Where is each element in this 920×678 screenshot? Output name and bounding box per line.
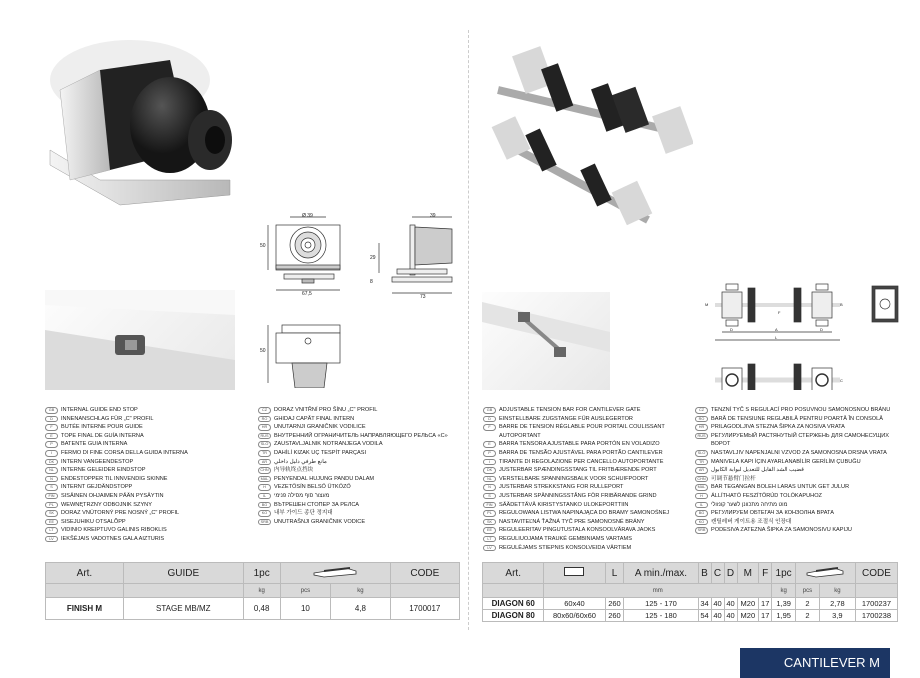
language-code-badge: IL (258, 493, 271, 500)
language-text: 캔틸레버 게이트용 조절식 인장대 (711, 518, 792, 525)
col-m: M (737, 563, 759, 584)
cell: 17 (759, 610, 772, 622)
language-code-badge: BG (695, 510, 708, 517)
language-text: INTERNAL GUIDE END STOP (61, 407, 138, 413)
language-item (258, 475, 448, 484)
unit-mm: mm (544, 584, 772, 598)
language-text: PENYENDAL HUJUNG PANDU DALAM (274, 475, 375, 482)
language-text: BARRA DE TENSÃO AJUSTÁVEL PARA PORTÃO CANTILEVER (499, 449, 663, 456)
cell: 3,9 (819, 610, 855, 622)
language-code-badge: N (483, 484, 496, 491)
language-code-badge: RO (695, 416, 708, 423)
cell: DIAGON 80 (483, 610, 544, 622)
language-item (45, 449, 188, 458)
language-code-badge: GB (483, 407, 496, 414)
cell: 1700017 (390, 598, 459, 620)
finish-m-table (45, 562, 460, 620)
language-code-badge: DK (45, 459, 58, 466)
unit-kg: kg (819, 584, 855, 598)
language-code-badge: CZ (258, 407, 271, 414)
cell: 34 (698, 598, 711, 610)
language-text: ÁLLÍTHATÓ FESZÍTŐRÚD TOLÓKAPUHOZ (711, 492, 822, 499)
language-text: מוט מתיחה מתכוונן לשער קונזולי (711, 501, 788, 508)
language-text: ADJUSTABLE TENSION BAR FOR CANTILEVER GATE (499, 407, 641, 413)
language-code-badge: CHN (695, 476, 708, 483)
language-item (45, 518, 188, 527)
language-item (45, 475, 188, 484)
language-code-badge: IL (695, 502, 708, 509)
language-code-badge: E (483, 441, 496, 448)
language-text: DORAZ VNÚTORNÝ PRE NOSNÝ „C" PROFIL (61, 510, 180, 517)
language-code-badge: BG (258, 502, 271, 509)
col-code: CODE (390, 563, 459, 584)
cell: 2 (796, 598, 820, 610)
cell: 0,48 (243, 598, 280, 620)
language-item (695, 466, 890, 475)
language-text-continued: ВОРОТ (711, 441, 731, 448)
language-text: TENZNÍ TYČ S REGULACÍ PRO POSUVNOU SAMONOSNOU BRÁNU (711, 407, 891, 413)
language-item (258, 518, 448, 527)
col-1pc: 1pc (243, 563, 280, 584)
language-code-badge: PL (45, 502, 58, 509)
language-item (483, 458, 669, 467)
col-d: D (724, 563, 737, 584)
language-text: BUTÉE INTERNE POUR GUIDE (61, 424, 143, 431)
language-text: INTERN VANGEENDESTOP (61, 458, 134, 465)
unit-kg: kg (243, 584, 280, 598)
col-art: Art. (483, 563, 544, 584)
dim-c: C (840, 378, 843, 383)
language-item (258, 432, 448, 441)
language-item (45, 492, 188, 501)
language-code-badge: SRB (258, 519, 271, 526)
language-code-badge: RUS (695, 433, 708, 440)
language-item (45, 423, 188, 432)
col-guide: GUIDE (123, 563, 243, 584)
cell: 125 - 170 (624, 598, 698, 610)
language-text: SISÄINEN OHJAIMEN PÄÄN PYSÄYTIN (61, 492, 164, 499)
language-code-badge: RO (258, 416, 271, 423)
cell: M20 (737, 610, 759, 622)
language-item (483, 526, 669, 535)
cell: 54 (698, 610, 711, 622)
language-text: TIRANTE DI REGOLAZIONE PER CANCELLO AUTOPORTANTE (499, 458, 664, 465)
language-item (45, 406, 188, 415)
language-item (258, 492, 448, 501)
language-text-continued: AUTOPORTANT (499, 432, 541, 439)
language-code-badge: D (45, 416, 58, 423)
language-text: SÄÄDETTÄVÄ KIRISTYSTANKO ULOKEPORTTIIN (499, 501, 629, 508)
language-text: UNUTARNJI GRANIČNIK VODILICE (274, 424, 366, 431)
cell: 1,39 (772, 598, 796, 610)
cell: 60x40 (544, 598, 605, 610)
dim-b: B (840, 302, 843, 307)
language-item (45, 501, 188, 510)
language-item (258, 509, 448, 518)
language-item (258, 501, 448, 510)
cell: 40 (711, 598, 724, 610)
cell: 2,78 (819, 598, 855, 610)
language-item (695, 501, 890, 510)
language-text: REGULĒJAMS STIEPNIS KONSOLVEIDA VĀRTIEM (499, 544, 632, 551)
language-text: ENDESTOPPER TIL INNVENDIG SKINNE (61, 475, 168, 482)
language-text: INTERNE GELEIDER EINDSTOP (61, 467, 146, 474)
dim-d-right: D (820, 327, 823, 332)
language-item (483, 449, 669, 458)
language-code-badge: CZ (695, 407, 708, 414)
language-code-badge: SK (45, 510, 58, 517)
language-text: ВНУТРЕННИЙ ОГРАНИЧИТЕЛЬ НАПРАВЛЯЮЩЕГО РЕЛЬСА «С» (274, 432, 448, 439)
language-item (695, 518, 890, 527)
language-text: VEZETŐSÍN BELSŐ ÜTKÖZŐ (274, 484, 351, 491)
language-text: PRILAGODLJIVA STEZNA ŠIPKA ZA NOSIVA VRATA (711, 424, 845, 431)
col-c: C (711, 563, 724, 584)
cell: 1,95 (772, 610, 796, 622)
section-label-band: CANTILEVER M (740, 648, 890, 678)
package-icon (796, 563, 856, 584)
language-item (483, 423, 669, 432)
language-item (695, 526, 890, 535)
cell: 17 (759, 598, 772, 610)
language-text: РЕГУЛИРУЕМ ОБТЕГАЧ ЗА КОНЗОЛНА ВРАТА (711, 510, 834, 517)
language-code-badge: RUS (258, 433, 271, 440)
language-code-badge: NL (45, 467, 58, 474)
language-code-badge: F (45, 424, 58, 431)
language-item (483, 492, 669, 501)
language-code-badge: I (483, 459, 496, 466)
table-row (483, 610, 898, 622)
language-text: WEWNĘTRZNY ODBOJNIK SZYNY (61, 501, 152, 508)
cell: FINISH M (46, 598, 124, 620)
language-code-badge: I (45, 450, 58, 457)
language-code-badge: PL (483, 510, 496, 517)
language-code-badge: LV (45, 536, 58, 543)
dim-l: L (775, 335, 778, 340)
language-code-badge: GB (45, 407, 58, 414)
col-profile-icon (544, 563, 605, 584)
language-text: מעצור סוף מסילה פנימי (274, 492, 330, 499)
language-text: JUSTERBAR SPÆNDINGSSTANG TIL FRITBÆRENDE PORT (499, 467, 657, 474)
language-item (45, 466, 188, 475)
dim-m: M (705, 302, 709, 307)
language-item (695, 415, 890, 424)
language-item (695, 432, 890, 441)
language-text: NASTAVLJIV NAPENJALNI VZVOD ZA SAMONOSNA DRSNA VRATA (711, 449, 887, 456)
col-b: B (698, 563, 711, 584)
language-text: JUSTERBAR SPÄNNINGSSTÅNG FÖR FRIBÄRANDE GRIND (499, 492, 657, 499)
cell: 80x60/60x60 (544, 610, 605, 622)
dim-offset: 29 (370, 255, 376, 261)
cell: 2 (796, 610, 820, 622)
language-item (483, 483, 669, 492)
language-list-right-2 (695, 406, 890, 535)
language-code-badge: S (483, 493, 496, 500)
dim-height: 50 (260, 243, 266, 249)
dim-thickness: 8 (370, 279, 373, 285)
cell: M20 (737, 598, 759, 610)
language-code-badge: SRB (695, 527, 708, 534)
language-text: JUSTERBAR STREKKSTANG FOR RULLEPORT (499, 484, 624, 491)
language-list-left-1 (45, 406, 188, 544)
language-list-right-1 (483, 406, 669, 552)
page-divider (468, 30, 469, 630)
cell: 260 (605, 610, 624, 622)
cell: 1700238 (855, 610, 897, 622)
col-l: L (605, 563, 624, 584)
language-code-badge: E (45, 433, 58, 440)
language-item (45, 526, 188, 535)
guide-installation-photo (45, 290, 235, 390)
package-icon (280, 563, 390, 584)
language-text: BARRE DE TENSION RÉGLABLE POUR PORTAIL COULISSANT (499, 424, 665, 431)
language-code-badge: KO (695, 519, 708, 526)
language-code-badge: HR (695, 424, 708, 431)
language-item (483, 440, 669, 449)
language-text: ВЪТРЕШЕН СТОПЕР ЗА РЕЛСА (274, 501, 360, 508)
language-text: UNUTRAŠNJI GRANIČNIK VODICE (274, 518, 366, 525)
dim-length: 73 (420, 294, 426, 300)
language-text: MANIVELA KAPI İÇIN AYARLANABİLİR GERİLİM ÇUBUĞU (711, 458, 861, 465)
cell: STAGE MB/MZ (123, 598, 243, 620)
language-item (483, 475, 669, 484)
unit-pcs: pcs (796, 584, 820, 598)
cell: 1700237 (855, 598, 897, 610)
language-text: VERSTELBARE SPANNINGSBALK VOOR SCHUIFPOORT (499, 475, 649, 482)
col-art: Art. (46, 563, 124, 584)
language-item (258, 449, 448, 458)
language-item (695, 458, 890, 467)
cell: 125 - 180 (624, 610, 698, 622)
dim-a: A (775, 327, 778, 332)
language-list-left-2 (258, 406, 448, 526)
table-row (483, 598, 898, 610)
unit-pcs: pcs (280, 584, 331, 598)
cell: 40 (724, 610, 737, 622)
tension-bar-installation-photo (482, 292, 610, 390)
language-text: FERMO DI FINE CORSA DELLA GUIDA INTERNA (61, 449, 188, 456)
language-code-badge: P (45, 441, 58, 448)
language-item (695, 492, 890, 501)
language-code-badge: LV (483, 545, 496, 552)
language-code-badge: MAL (258, 476, 271, 483)
language-item (45, 535, 188, 544)
col-1pc: 1pc (772, 563, 796, 584)
language-item (258, 423, 448, 432)
language-item (258, 483, 448, 492)
col-code: CODE (855, 563, 897, 584)
language-item (483, 406, 669, 415)
language-text: REGULOWANA LISTWA NAPINAJĄCA DO BRAMY SAMONOŚNEJ (499, 510, 670, 517)
cell: 260 (605, 598, 624, 610)
language-text: DAHİLİ KIZAK UÇ TESPİT PARÇASI (274, 449, 367, 456)
language-code-badge: EE (45, 519, 58, 526)
language-item (45, 509, 188, 518)
language-item (695, 509, 890, 518)
language-item (45, 440, 188, 449)
language-item (45, 432, 188, 441)
language-text: INNENANSCHLAG FÜR „C" PROFIL (61, 415, 154, 422)
language-text: BARRA TENSORA AJUSTABLE PARA PORTÓN EN VOLADIZO (499, 441, 660, 448)
language-item (695, 449, 890, 458)
language-item (695, 406, 890, 415)
language-item (695, 475, 890, 484)
language-text: GHIDAJ CAPĂT FINAL INTERN (274, 415, 355, 422)
language-code-badge: TR (695, 459, 708, 466)
language-text: 内导轨终点挡块 (274, 467, 314, 474)
finish-m-technical-drawing (262, 213, 462, 388)
language-item (45, 415, 188, 424)
language-code-badge: MAL (695, 484, 708, 491)
language-code-badge: SLO (258, 441, 271, 448)
language-text: مانع طرفي دليل داخلي (274, 458, 327, 465)
language-code-badge: EE (483, 527, 496, 534)
language-text: VIDINIO KREIPTUVO GALINIS RIBOKLIS (61, 527, 167, 534)
language-code-badge: AR (695, 467, 708, 474)
language-code-badge: NL (483, 476, 496, 483)
language-text: REGULIUOJAMA TRAUKĖ GEMBINIAMS VARTAMS (499, 535, 632, 542)
language-code-badge: F (483, 424, 496, 431)
dim-width: 67,5 (302, 291, 312, 297)
dim-depth: 39 (430, 213, 436, 219)
language-text: BAR TEGANGAN BOLEH LARAS UNTUK GET JULUR (711, 484, 850, 491)
language-item (695, 423, 890, 432)
language-text: INTERNT GEJDÄNDSTOPP (61, 484, 133, 491)
language-code-badge: HR (258, 424, 271, 431)
language-item (45, 458, 188, 467)
dim-height-top: 50 (260, 348, 266, 354)
diagon-table (482, 562, 898, 622)
language-code-badge: H (695, 493, 708, 500)
cell: 40 (711, 610, 724, 622)
language-item (483, 501, 669, 510)
cell: 40 (724, 598, 737, 610)
language-code-badge: LT (483, 536, 496, 543)
language-item (483, 544, 669, 553)
dim-d-left: D (730, 327, 733, 332)
language-code-badge: FIN (45, 493, 58, 500)
language-item (483, 509, 669, 518)
cell: 10 (280, 598, 331, 620)
language-item (45, 483, 188, 492)
language-code-badge: SLO (695, 450, 708, 457)
language-text: PODESIVA ZATEZNA ŠIPKA ZA SAMONOSIVU KAPIJU (711, 527, 852, 534)
unit-kg: kg (772, 584, 796, 598)
language-text: 可调节悬臂门拉杆 (711, 475, 756, 482)
language-item (258, 440, 448, 449)
language-item (483, 518, 669, 527)
language-code-badge: S (45, 484, 58, 491)
language-code-badge: D (483, 416, 496, 423)
language-code-badge: LT (45, 527, 58, 534)
diagon-product-photo (478, 30, 693, 230)
language-text: 내부 가이드 종단 정지대 (274, 510, 333, 517)
language-item (695, 483, 890, 492)
language-text: РЕГУЛИРУЕМЫЙ РАСТЯНУТЫЙ СТЕРЖЕНЬ ДЛЯ САМОНЕСУЩИХ (711, 432, 890, 439)
language-code-badge: P (483, 450, 496, 457)
cell: DIAGON 60 (483, 598, 544, 610)
language-item (258, 458, 448, 467)
table-row (46, 598, 460, 620)
language-text: قضيب الشد القابل للتعديل لبوابة الكابول (711, 467, 804, 474)
language-item (483, 466, 669, 475)
language-code-badge: AR (258, 459, 271, 466)
language-item (258, 466, 448, 475)
language-code-badge: SK (483, 519, 496, 526)
dim-diameter: Ø 39 (302, 213, 313, 219)
language-text: TOPE FINAL DE GUÍA INTERNA (61, 432, 144, 439)
language-code-badge: FIN (483, 502, 496, 509)
language-text: EINSTELLBARE ZUGSTANGE FÜR AUSLEGERTOR (499, 415, 633, 422)
language-code-badge: N (45, 476, 58, 483)
language-code-badge: DK (483, 467, 496, 474)
language-text: NASTAVITEĽNÁ ŤAŽNÁ TYČ PRE SAMONOSNÉ BRÁNY (499, 518, 645, 525)
language-text: ZAUSTAVLJALNIK NOTRANJEGA VODILA (274, 441, 383, 448)
language-item (483, 415, 669, 424)
language-item (258, 406, 448, 415)
cell: 4,8 (331, 598, 390, 620)
language-code-badge: H (258, 484, 271, 491)
unit-kg: kg (331, 584, 390, 598)
language-text: BARĂ DE TENSIUNE REGLABILĂ PENTRU POARTĂ ÎN CONSOLĂ (711, 415, 883, 422)
language-text: DORAZ VNITŘNÍ PRO ŠÍNU „C" PROFIL (274, 407, 378, 413)
language-item (258, 415, 448, 424)
language-code-badge: KO (258, 510, 271, 517)
language-text: BATENTE GUIA INTERNA (61, 441, 128, 448)
language-item (483, 535, 669, 544)
language-text: SISEJUHIKU OTSALÕPP (61, 518, 126, 525)
col-f: F (759, 563, 772, 584)
language-text: IEKŠĒJAIS VADOTNES GALA AIZTURIS (61, 535, 165, 542)
dim-f: F (778, 310, 781, 315)
finish-m-product-photo (40, 30, 240, 212)
language-code-badge: TR (258, 450, 271, 457)
language-text: REGULEERITAV PINGUTUSTALA KONSOOLVÄRAVA JAOKS (499, 527, 656, 534)
diagon-technical-drawing (690, 280, 900, 390)
language-code-badge: CHN (258, 467, 271, 474)
col-a: A min./max. (624, 563, 698, 584)
